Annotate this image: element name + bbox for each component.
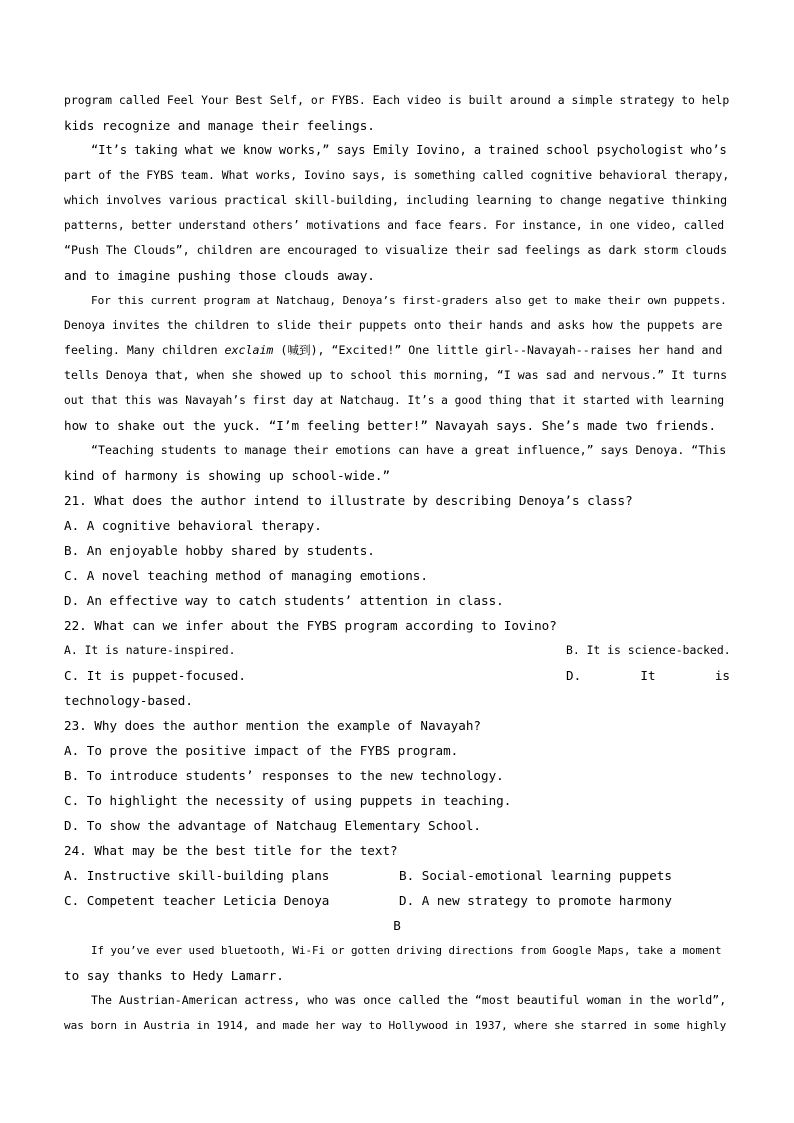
answer-option[interactable]: B. It is science-backed. (566, 643, 731, 657)
answer-option[interactable]: D. To show the advantage of Natchaug Elementary School. (64, 818, 482, 833)
answer-option[interactable] (566, 663, 730, 688)
passage-text: program called Feel Your Best Self, or FYBS. Each video is built around a simple strategy to help (64, 93, 730, 107)
answer-option[interactable]: C. To highlight the necessity of using puppets in teaching. (64, 793, 512, 808)
passage-line: kids recognize and manage their feelings. (64, 118, 375, 133)
passage-line: For this current program at Natchaug, Denoya’s first-graders also get to make their own puppets. (91, 294, 727, 307)
answer-row (64, 638, 730, 663)
passage-line: tells Denoya that, when she showed up to school this morning, “I was sad and nervous.” It turns (64, 368, 728, 382)
answer-option[interactable]: C. A novel teaching method of managing emotions. (64, 568, 428, 583)
passage-line: kind of harmony is showing up school-wide.” (64, 468, 391, 483)
answer-option-continued: technology-based. (64, 693, 193, 708)
document-page (64, 88, 730, 1038)
question-stem: 21. What does the author intend to illustrate by describing Denoya’s class? (64, 493, 633, 508)
passage-line: If you’ve ever used bluetooth, Wi-Fi or gotten driving directions from Google Maps, take a moment (91, 944, 722, 957)
question-stem: 22. What can we infer about the FYBS program according to Iovino? (64, 618, 557, 633)
section-heading: B (393, 918, 401, 933)
passage-line: “It’s taking what we know works,” says Emily Iovino, a trained school psychologist who’s (91, 143, 727, 157)
passage-line (64, 338, 730, 363)
passage-line: to say thanks to Hedy Lamarr. (64, 968, 284, 983)
question-stem: 24. What may be the best title for the text? (64, 843, 398, 858)
answer-option[interactable]: C. Competent teacher Leticia Denoya (64, 893, 330, 908)
answer-option[interactable]: B. An enjoyable hobby shared by students. (64, 543, 375, 558)
answer-row (64, 888, 730, 913)
answer-option[interactable]: A. A cognitive behavioral therapy. (64, 518, 322, 533)
passage-line: “Teaching students to manage their emotions can have a great influence,” says Denoya. “This (91, 443, 727, 457)
answer-option[interactable]: C. It is puppet-focused. (64, 668, 246, 683)
passage-line: “Push The Clouds”, children are encouraged to visualize their sad feelings as dark storm clouds (64, 243, 728, 257)
answer-option[interactable]: D. An effective way to catch students’ attention in class. (64, 593, 504, 608)
answer-option[interactable]: A. It is nature-inspired. (64, 643, 236, 657)
passage-line: which involves various practical skill-building, including learning to change negative thinking (64, 193, 728, 207)
answer-option[interactable]: D. A new strategy to promote harmony (399, 893, 672, 908)
passage-line (64, 88, 730, 113)
answer-row (64, 863, 730, 888)
answer-option[interactable]: B. Social-emotional learning puppets (399, 868, 672, 883)
question-stem: 23. Why does the author mention the example of Navayah? (64, 718, 482, 733)
option-word: It (640, 668, 656, 683)
passage-line: patterns, better understand others’ motivations and face fears. For instance, in one video, called (64, 219, 725, 232)
option-word: is (714, 668, 730, 683)
passage-line: and to imagine pushing those clouds away. (64, 268, 375, 283)
passage-line: part of the FYBS team. What works, Iovino says, is something called cognitive behavioral therapy, (64, 168, 730, 182)
passage-line: how to shake out the yuck. “I’m feeling better!” Navayah says. She’s made two friends. (64, 418, 717, 433)
option-word: D. (566, 668, 582, 683)
passage-text: (喊到), “Excited!” One little girl--Navayah--raises her hand and (273, 343, 723, 357)
passage-line: Denoya invites the children to slide their puppets onto their hands and asks how the puppets are (64, 318, 723, 332)
passage-text: feeling. Many children (64, 343, 225, 357)
vocab-term: exclaim (224, 343, 274, 357)
passage-line: The Austrian-American actress, who was once called the “most beautiful woman in the world”, (91, 993, 727, 1007)
answer-row (64, 663, 730, 688)
answer-option[interactable]: A. Instructive skill-building plans (64, 868, 330, 883)
answer-option[interactable]: A. To prove the positive impact of the FYBS program. (64, 743, 459, 758)
answer-option[interactable]: B. To introduce students’ responses to the new technology. (64, 768, 504, 783)
passage-line: was born in Austria in 1914, and made her way to Hollywood in 1937, where she starred in some highly (64, 1019, 727, 1032)
passage-line: out that this was Navayah’s first day at Natchaug. It’s a good thing that it started with learning (64, 394, 725, 407)
